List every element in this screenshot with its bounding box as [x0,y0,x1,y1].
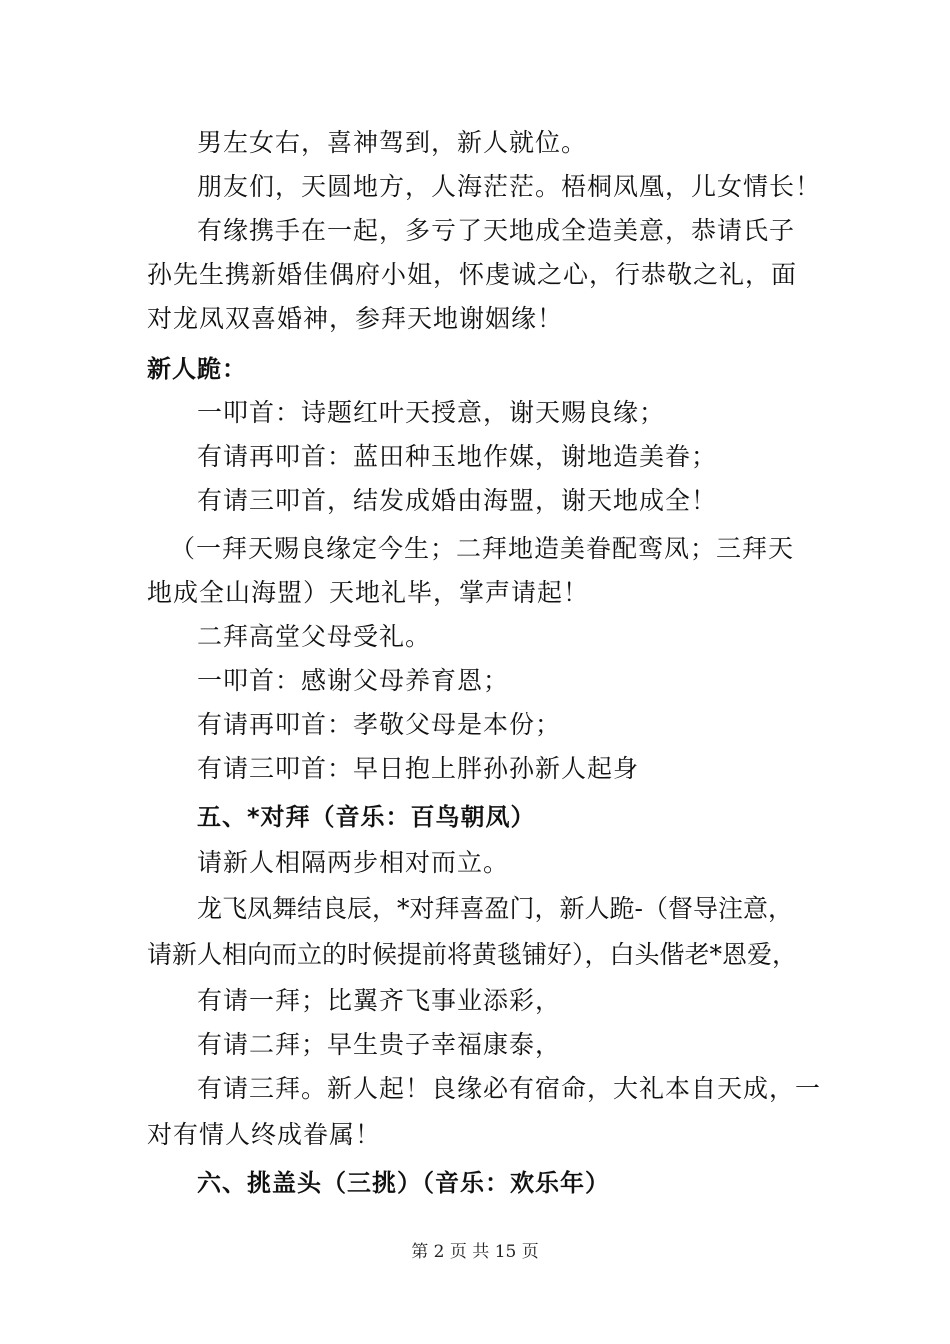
paragraph-line: 有请三拜。新人起！良缘必有宿命，大礼本自天成，一 [197,1074,822,1103]
paragraph-line: 有请三叩首：早日抱上胖孙孙新人起身 [197,754,640,783]
paragraph-line: 有请三叩首，结发成婚由海盟，谢天地成全！ [197,486,718,515]
page-number-footer: 第 2 页 共 15 页 [411,1242,539,1262]
paragraph-line: 孙先生携新婚佳偶府小姐，怀虔诚之心，行恭敬之礼，面 [147,260,798,289]
paragraph-line: 一叩首：诗题红叶天授意，谢天赐良缘； [197,398,666,427]
section-heading: 五、*对拜（音乐：百鸟朝凤） [197,803,536,831]
section-heading: 六、挑盖头（三挑）（音乐：欢乐年） [197,1169,610,1197]
paragraph-line: 朋友们，天圆地方，人海茫茫。梧桐凤凰，儿女情长！ [197,172,822,201]
paragraph-line: 男左女右，喜神驾到，新人就位。 [197,128,588,157]
paragraph-line: 有请再叩首：蓝田种玉地作媒，谢地造美眷； [197,442,718,471]
paragraph-line: 二拜高堂父母受礼。 [197,622,432,651]
paragraph-line: 地成全山海盟）天地礼毕，掌声请起！ [147,578,590,607]
paragraph-line: 请新人相隔两步相对而立。 [197,848,510,877]
paragraph-line: 对有情人终成眷属！ [147,1120,382,1149]
section-heading: 新人跪： [147,355,247,383]
paragraph-line: 有请二拜；早生贵子幸福康泰， [197,1030,562,1059]
paragraph-line: 一叩首：感谢父母养育恩； [197,666,510,695]
paragraph-line: 有缘携手在一起，多亏了天地成全造美意，恭请氏子 [197,216,796,245]
paragraph-line: 龙飞凤舞结良辰，*对拜喜盈门，新人跪-（督导注意， [197,894,793,923]
paragraph-line: 请新人相向而立的时候提前将黄毯铺好），白头偕老*恩爱， [147,940,798,969]
paragraph-line: 有请再叩首：孝敬父母是本份； [197,710,562,739]
paragraph-line: 对龙凤双喜婚神，参拜天地谢姻缘！ [147,304,564,333]
paragraph-line: （一拜天赐良缘定今生；二拜地造美眷配鸾凤；三拜天 [170,534,795,563]
paragraph-line: 有请一拜；比翼齐飞事业添彩， [197,986,562,1015]
